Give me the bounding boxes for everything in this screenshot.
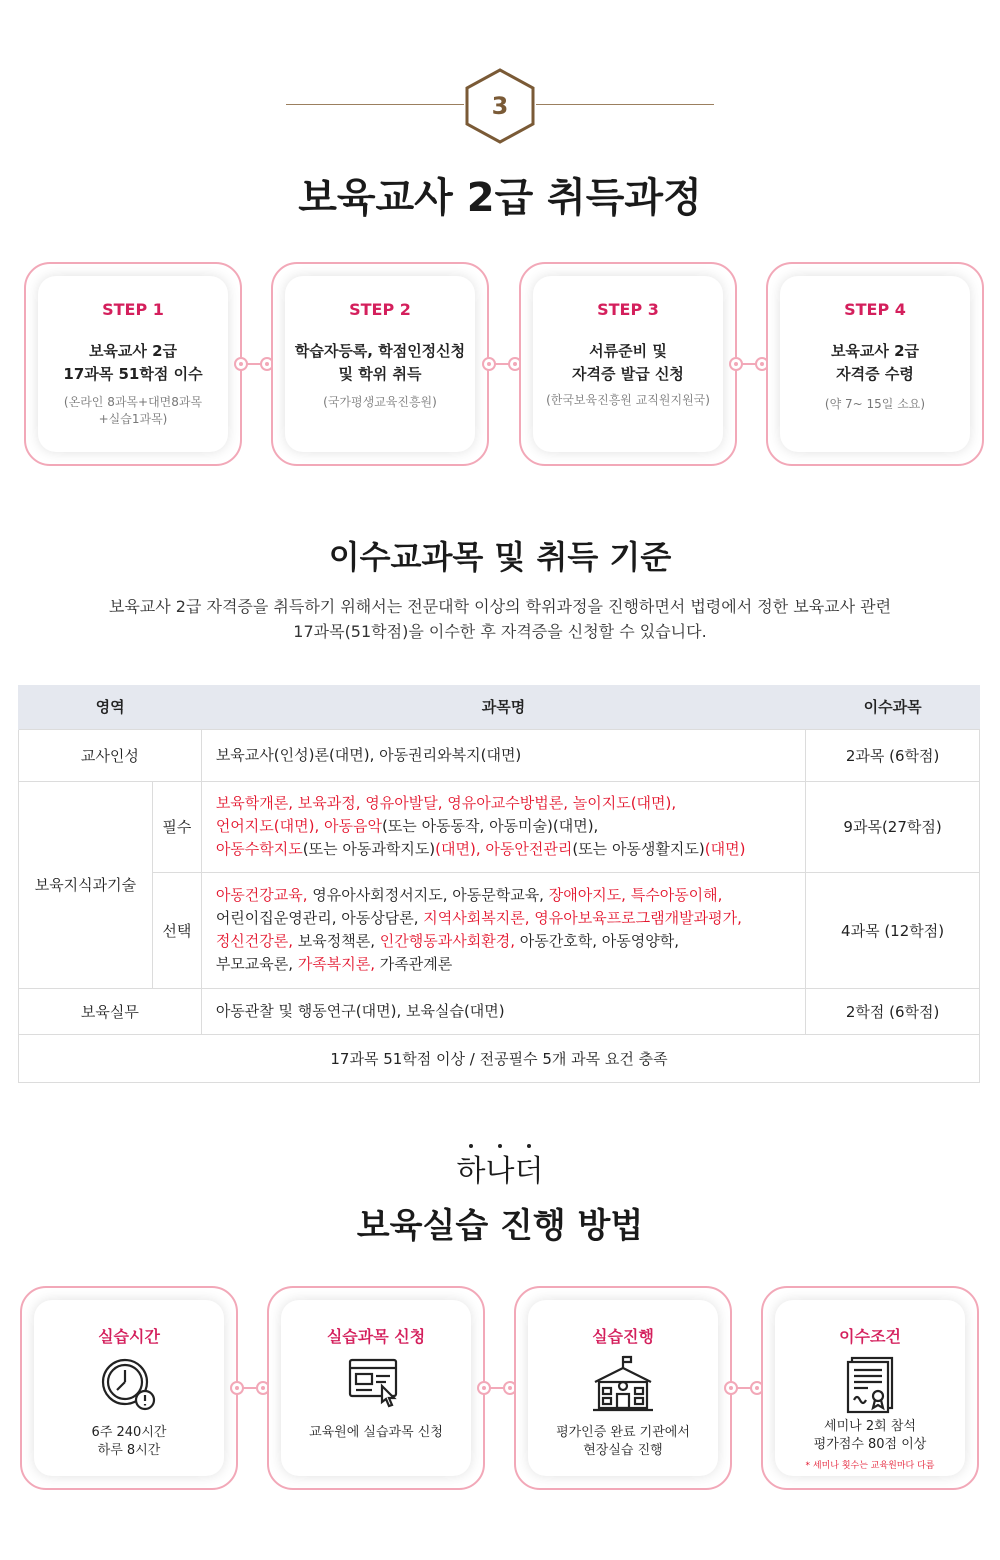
practice-label: 이수조건 — [839, 1327, 901, 1346]
practice-card-time — [20, 1286, 238, 1490]
brand-char: 더 — [514, 1146, 543, 1190]
connector — [234, 356, 274, 372]
subject-line — [216, 953, 805, 976]
desc-line: 17과목(51학점)을 이수한 후 자격증을 신청할 수 있습니다. — [293, 622, 707, 641]
footer-cell: 17과목 51학점 이상 / 전공필수 5개 과목 요건 충족 — [19, 1034, 980, 1082]
subject-red: 언어지도(대면), 아동음악 — [215, 817, 382, 835]
subject-red: 장애아지도, 특수아동이해, — [548, 886, 723, 904]
step-label: STEP 2 — [349, 300, 411, 319]
step-main: 서류준비 및 자격증 발급 신청 — [572, 342, 684, 383]
practice-card-condition — [761, 1286, 979, 1490]
subject-line — [216, 815, 805, 838]
step-card-3 — [519, 262, 737, 466]
subject-black: (또는 아동동작, 아동미술)(대면), — [381, 817, 599, 835]
step-card-2 — [271, 262, 489, 466]
brand-name — [0, 1146, 1000, 1190]
subject-cell — [201, 872, 805, 988]
area-cell: 보육지식과기술 — [19, 781, 153, 988]
credit-cell: 2학점 (6학점) — [806, 988, 980, 1034]
step-cards — [0, 262, 1000, 468]
step-card-4 — [766, 262, 984, 466]
table-row — [19, 988, 980, 1034]
header-credits: 이수과목 — [806, 685, 980, 729]
browser-click-icon — [344, 1352, 408, 1416]
brand-char: 하 — [457, 1146, 486, 1190]
table-header-row — [19, 685, 980, 729]
subject-black: 아동간호학, 아동영양학, — [514, 932, 679, 950]
section-number: 3 — [491, 92, 509, 120]
connector — [482, 356, 522, 372]
subject-red: 아동건강교육, — [215, 886, 308, 904]
step-main: 보육교사 2급 자격증 수령 — [830, 342, 920, 383]
connector — [724, 1380, 764, 1396]
section-title-process: 보육교사 2급 취득과정 — [298, 175, 702, 221]
credit-cell: 2과목 (6학점) — [806, 729, 980, 781]
sub-area-cell: 필수 — [152, 781, 201, 872]
subject-black: (또는 아동과학지도) — [302, 840, 436, 858]
step-sub: (온라인 8과목+대면8과목 +실습1과목) — [63, 395, 203, 426]
step-label: STEP 3 — [597, 300, 659, 319]
sub-area-cell: 선택 — [152, 872, 201, 988]
step-sub: (한국보육진흥원 교직원지원국) — [546, 393, 710, 407]
section-title-practice: 보육실습 진행 방법 — [356, 1206, 644, 1246]
credit-cell: 9과목(27학점) — [806, 781, 980, 872]
table-row — [19, 729, 980, 781]
practice-text: 교육원에 실습과목 신청 — [309, 1425, 443, 1440]
header-area: 영역 — [19, 685, 202, 729]
subject-cell: 아동관찰 및 행동연구(대면), 보육실습(대면) — [201, 988, 805, 1034]
step-card-1 — [24, 262, 242, 466]
subject-black: 보육정책론, — [293, 932, 380, 950]
desc-line: 보육교사 2급 자격증을 취득하기 위해서는 전문대학 이상의 학위과정을 진행하면서 법령에서 정한 보육교사 관련 — [108, 597, 892, 616]
subject-black: (또는 아동생활지도) — [572, 840, 705, 858]
subject-red: (대면), 아동안전관리 — [435, 840, 573, 858]
subject-line — [216, 838, 805, 861]
table-footer-row — [19, 1034, 980, 1082]
practice-card-apply — [267, 1286, 485, 1490]
brand-char: 나 — [486, 1146, 515, 1190]
practice-label: 실습진행 — [592, 1327, 654, 1346]
practice-cards — [0, 1286, 1000, 1492]
subject-red: 아동수학지도 — [215, 840, 303, 858]
practice-text: 6주 240시간 하루 8시간 — [91, 1425, 167, 1458]
step-sub: (약 7~ 15일 소요) — [824, 397, 926, 411]
step-number-badge — [0, 68, 1000, 144]
subject-red: (대면) — [704, 840, 746, 858]
subject-cell — [201, 781, 805, 872]
subject-line: 보육학개론, 보육과정, 영유아발달, 영유아교수방법론, 놀이지도(대면), — [215, 794, 677, 812]
subject-black: 영유아사회정서지도, 아동문학교육, — [307, 886, 549, 904]
practice-label: 실습시간 — [98, 1327, 160, 1346]
subject-black: 가족관계론 — [375, 955, 453, 973]
step-sub: (국가평생교육진흥원) — [323, 395, 437, 409]
table-row — [19, 781, 980, 872]
practice-text: 평가인증 완료 기관에서 현장실습 진행 — [556, 1425, 690, 1458]
subjects-table — [18, 685, 980, 1083]
practice-text: 세미나 2회 참석 평가점수 80점 이상 — [813, 1419, 927, 1452]
step-main: 학습자등록, 학점인정신청 및 학위 취득 — [294, 342, 466, 383]
section-description — [0, 594, 1000, 644]
clock-alert-icon — [97, 1352, 161, 1416]
area-cell: 교사인성 — [19, 729, 202, 781]
step-label: STEP 4 — [844, 300, 906, 319]
area-cell: 보육실무 — [19, 988, 202, 1034]
subject-line — [216, 907, 805, 930]
subject-line — [216, 930, 805, 953]
certificate-icon — [838, 1352, 902, 1416]
subject-line — [216, 884, 805, 907]
step-main: 보육교사 2급 17과목 51학점 이수 — [63, 342, 203, 383]
subject-red: 가족복지론, — [297, 955, 376, 973]
subject-red: 정신건강론, — [215, 932, 294, 950]
connector — [729, 356, 769, 372]
practice-note: * 세미나 횟수는 교육원마다 다름 — [805, 1461, 935, 1471]
divider-right — [536, 104, 714, 105]
table-row — [19, 872, 980, 988]
subject-cell: 보육교사(인성)론(대면), 아동권리와복지(대면) — [201, 729, 805, 781]
section-title-subjects: 이수교과목 및 취득 기준 — [328, 538, 672, 576]
practice-label: 실습과목 신청 — [326, 1327, 426, 1346]
connector — [230, 1380, 270, 1396]
credit-cell: 4과목 (12학점) — [806, 872, 980, 988]
connector — [477, 1380, 517, 1396]
header-subject: 과목명 — [201, 685, 805, 729]
divider-left — [286, 104, 464, 105]
subject-black: 어린이집운영관리, 아동상담론, — [215, 909, 424, 927]
step-label: STEP 1 — [102, 300, 164, 319]
subject-red: 인간행동과사회환경, — [379, 932, 515, 950]
practice-card-progress — [514, 1286, 732, 1490]
school-building-icon — [591, 1352, 655, 1416]
subject-red: 지역사회복지론, 영유아보육프로그램개발과평가, — [423, 909, 742, 927]
subject-black: 부모교육론, — [215, 955, 298, 973]
